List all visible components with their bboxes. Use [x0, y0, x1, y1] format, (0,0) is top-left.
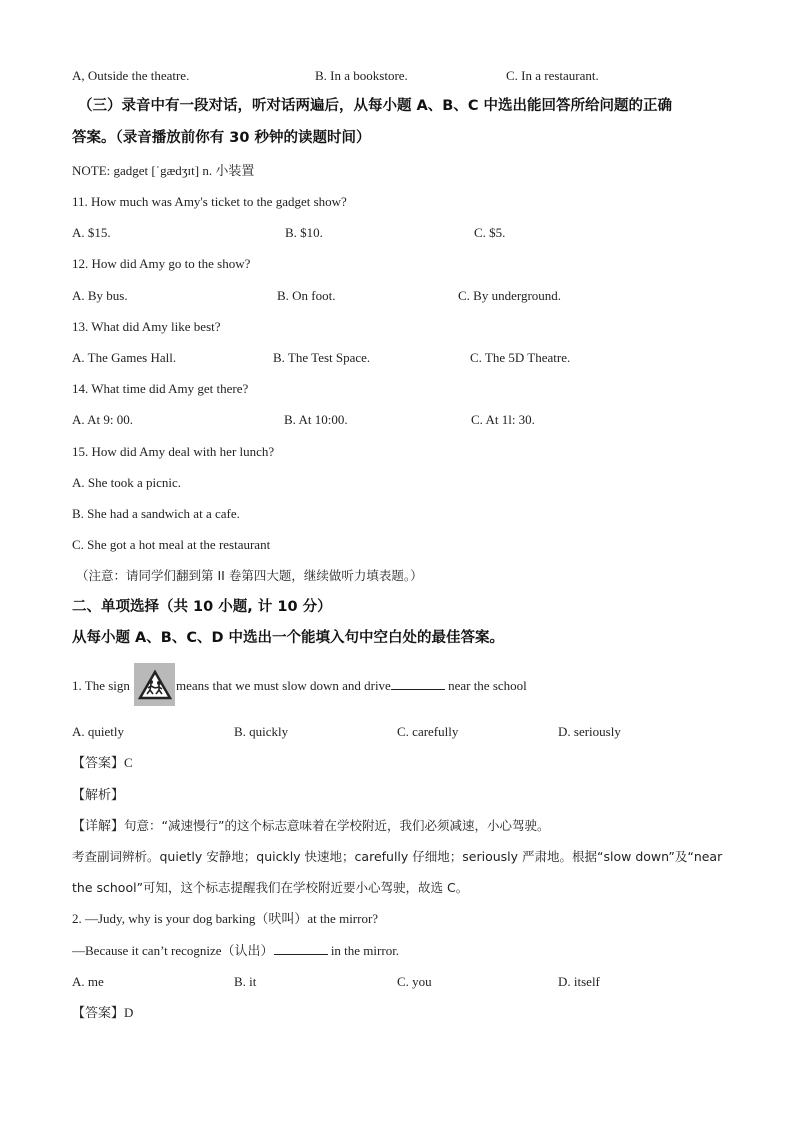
q15-option-c: C. She got a hot meal at the restaurant — [72, 537, 271, 552]
vocab-note: NOTE: gadget [ˈgædʒɪt] n. 小装置 — [72, 163, 255, 178]
answer-value: D — [124, 1005, 134, 1020]
q15-option-a: A. She took a picnic. — [72, 475, 182, 490]
listening-notice: （注意：请同学们翻到第 II 卷第四大题，继续做听力填表题。） — [76, 568, 423, 583]
section2-title: 二、单项选择（共 10 小题, 计 10 分） — [72, 599, 332, 615]
q11-option-a: A. $15. — [72, 225, 111, 240]
answer-blank — [274, 942, 328, 955]
detail-text: 句意：“减速慢行”的这个标志意味着在学校附近，我们必须减速，小心驾驶。 — [124, 818, 550, 833]
q13-option-a: A. The Games Hall. — [72, 350, 177, 365]
mc-question-1-stem — [176, 677, 527, 695]
q1-explanation-line2: the school”可知，这个标志提醒我们在学校附近要小心驾驶，故选 C。 — [72, 880, 469, 895]
q1-option-c: C. carefully — [397, 724, 459, 739]
q12-option-b: B. On foot. — [277, 288, 336, 303]
q2-option-a: A. me — [72, 974, 104, 989]
question-11: 11. How much was Amy's ticket to the gadget show? — [72, 194, 347, 209]
q1-answer — [72, 754, 133, 773]
q1-option-b: B. quickly — [234, 724, 289, 739]
answer-tag: 【答案】 — [72, 756, 125, 771]
children-crossing-sign-icon — [134, 663, 175, 706]
q12-option-c: C. By underground. — [458, 288, 562, 303]
q11-option-c: C. $5. — [474, 225, 506, 240]
mc-question-1-end: near the school — [444, 678, 527, 693]
question-13: 13. What did Amy like best? — [72, 319, 221, 334]
q12-option-a: A. By bus. — [72, 288, 128, 303]
q1-analysis-tag — [72, 786, 124, 805]
mc-question-2-end: in the mirror. — [327, 943, 400, 958]
question-12: 12. How did Amy go to the show? — [72, 256, 251, 271]
q11-option-b: B. $10. — [285, 225, 323, 240]
mc-question-1-start: 1. The sign — [72, 678, 130, 693]
q10-option-a: A, Outside the theatre. — [72, 68, 190, 83]
q14-option-b: B. At 10:00. — [284, 412, 348, 427]
section3-heading-line1: （三）录音中有一段对话，听对话两遍后，从每小题 A、B、C 中选出能回答所给问题的正确 — [78, 98, 673, 114]
q1-detail — [72, 817, 549, 836]
question-14: 14. What time did Amy get there? — [72, 381, 249, 396]
q1-option-d: D. seriously — [558, 724, 621, 739]
question-15: 15. How did Amy deal with her lunch? — [72, 444, 275, 459]
q10-option-b: B. In a bookstore. — [315, 68, 408, 83]
answer-blank — [391, 677, 445, 690]
q14-option-c: C. At 1l: 30. — [471, 412, 535, 427]
analysis-tag: 【解析】 — [72, 788, 125, 803]
q1-explanation-line1: 考查副词辨析。quietly 安静地；quickly 快速地；carefully 仔细地；seriously 严肃地。根据“slow down”及“near — [72, 849, 723, 864]
section2-instruction: 从每小题 A、B、C、D 中选出一个能填入句中空白处的最佳答案。 — [72, 630, 505, 646]
q2-option-c: C. you — [397, 974, 432, 989]
q2-answer — [72, 1004, 133, 1023]
q13-option-b: B. The Test Space. — [273, 350, 371, 365]
answer-tag: 【答案】 — [72, 1006, 125, 1021]
q1-option-a: A. quietly — [72, 724, 124, 739]
detail-tag: 【详解】 — [72, 819, 125, 834]
mc-question-2-line2 — [72, 942, 399, 960]
warning-triangle-icon — [138, 669, 172, 701]
section3-heading-line2: 答案。（录音播放前你有 30 秒钟的读题时间） — [72, 130, 371, 146]
mc-question-1-text: means that we must slow down and drive — [176, 678, 391, 693]
q13-option-c: C. The 5D Theatre. — [470, 350, 571, 365]
q15-option-b: B. She had a sandwich at a cafe. — [72, 506, 240, 521]
q10-option-c: C. In a restaurant. — [506, 68, 599, 83]
mc-question-2-line1: 2. —Judy, why is your dog barking（吠叫）at the mirror? — [72, 911, 379, 926]
q2-option-b: B. it — [234, 974, 257, 989]
answer-value: C — [124, 755, 133, 770]
q2-option-d: D. itself — [558, 974, 600, 989]
mc-question-2-text: —Because it can’t recognize（认出） — [72, 943, 274, 958]
q14-option-a: A. At 9: 00. — [72, 412, 134, 427]
